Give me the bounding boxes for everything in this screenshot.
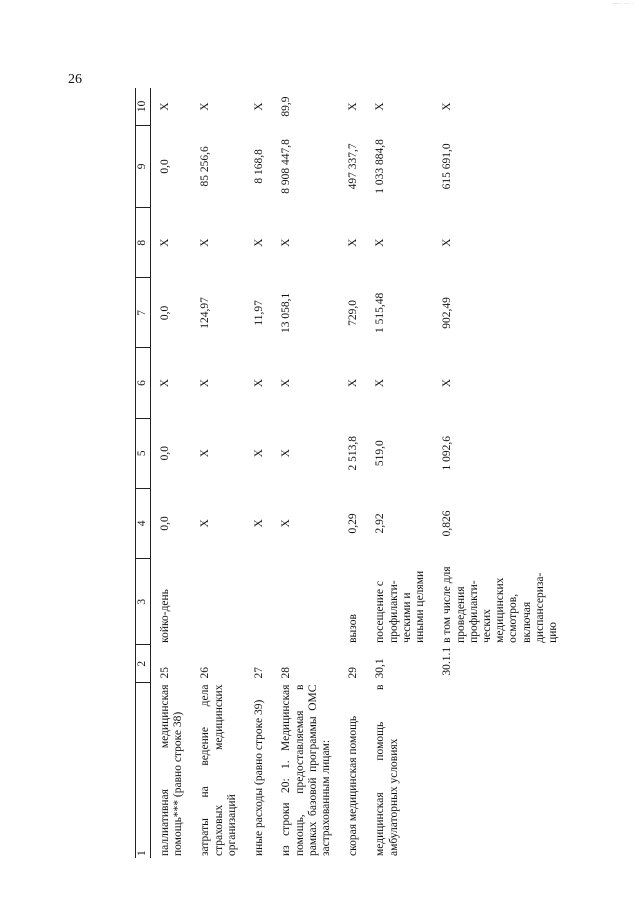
cell-col-8: Х xyxy=(441,238,454,247)
cell-col-5: Х xyxy=(253,449,266,458)
cell-col-8: Х xyxy=(199,238,212,247)
row-code: 28 xyxy=(280,667,293,679)
row-label: паллиативная медицинская помощь*** (равно строке 38) xyxy=(159,684,185,856)
table-row xyxy=(360,88,427,858)
header-col-9: 9 xyxy=(136,125,151,207)
row-unit: койко-день xyxy=(159,589,171,643)
header-col-10: 10 xyxy=(136,88,151,125)
row-code: 30.1.1 xyxy=(441,646,454,676)
header-col-6: 6 xyxy=(136,348,151,418)
table-row xyxy=(239,88,266,858)
page-number: 26 xyxy=(68,72,82,87)
cell-col-7: 1 515,48 xyxy=(374,292,387,333)
cell-col-4: 0,0 xyxy=(159,516,171,531)
cell-col-8: Х xyxy=(280,238,293,247)
cell-col-6: Х xyxy=(441,378,454,388)
cell-col-10: Х xyxy=(374,102,387,111)
row-unit: вызов xyxy=(347,614,360,643)
rotated-table-container xyxy=(135,88,635,858)
cell-col-5: 1 092,6 xyxy=(441,435,454,471)
cell-col-8: Х xyxy=(347,238,360,247)
cell-col-6: Х xyxy=(280,378,293,388)
header-col-2: 2 xyxy=(136,645,151,683)
cell-col-6: Х xyxy=(253,378,266,388)
header-row xyxy=(136,88,151,858)
row-code: 27 xyxy=(253,667,266,679)
cell-col-10: Х xyxy=(199,102,212,111)
table-row xyxy=(185,88,239,858)
cell-col-4: 2,92 xyxy=(374,513,387,534)
header-col-1: 1 xyxy=(136,683,151,858)
table-row xyxy=(427,88,560,858)
cell-col-5: 2 513,8 xyxy=(347,435,360,471)
cell-col-5: Х xyxy=(280,449,293,458)
header-col-7: 7 xyxy=(136,278,151,348)
cell-col-10: Х xyxy=(253,102,266,111)
cell-col-8: Х xyxy=(374,238,387,247)
row-unit xyxy=(185,558,239,644)
row-code: 25 xyxy=(159,667,171,679)
row-label: медицинская помощь в амбулаторных условиях xyxy=(374,684,400,856)
cell-col-9: 8 908 447,8 xyxy=(280,139,293,194)
cell-col-10: 89,9 xyxy=(280,96,293,117)
corner-mark: — ·· ···· · xyxy=(612,2,633,7)
cell-col-9: 497 337,7 xyxy=(347,143,360,190)
row-code: 30,1 xyxy=(374,658,387,679)
header-col-3: 3 xyxy=(136,558,151,644)
cell-col-4: Х xyxy=(280,519,293,528)
row-label: из строки 20: 1. Медицинская помощь, предоставляемая в рамках базовой программы ОМС застрахованным лицам: xyxy=(280,684,332,856)
header-col-5: 5 xyxy=(136,418,151,488)
cell-col-7: 902,49 xyxy=(441,297,454,329)
cell-col-8: Х xyxy=(253,238,266,247)
cell-col-9: 615 691,0 xyxy=(441,143,454,190)
cell-col-10: Х xyxy=(159,102,171,111)
header-col-8: 8 xyxy=(136,208,151,278)
cell-col-5: 519,0 xyxy=(374,440,387,467)
cell-col-10: Х xyxy=(347,102,360,111)
cell-col-4: Х xyxy=(199,519,212,528)
cell-col-6: Х xyxy=(199,378,212,388)
cell-col-7: 11,97 xyxy=(253,300,266,326)
cell-col-7: 124,97 xyxy=(199,297,212,329)
cell-col-4: 0,29 xyxy=(347,513,360,534)
cell-col-10: Х xyxy=(441,102,454,111)
cell-col-9: 8 168,8 xyxy=(253,149,266,184)
header-col-4: 4 xyxy=(136,488,151,558)
cell-col-9: 85 256,6 xyxy=(199,146,212,187)
cell-col-6: Х xyxy=(159,378,171,388)
row-label xyxy=(427,683,560,858)
row-unit xyxy=(239,558,266,644)
cell-col-4: Х xyxy=(253,519,266,528)
row-unit: в том числе для проведения профилакти-ческих медицинских осмотров, включая диспансериза-цию xyxy=(441,566,560,643)
row-label: иные расходы (равно строке 39) xyxy=(253,699,266,856)
cell-col-4: 0,826 xyxy=(441,510,454,537)
row-code: 29 xyxy=(347,667,360,679)
cell-col-9: 1 033 884,8 xyxy=(374,139,387,194)
row-unit xyxy=(266,558,333,644)
data-table xyxy=(135,88,560,858)
row-code: 26 xyxy=(199,667,212,679)
cell-col-7: 729,0 xyxy=(347,299,360,326)
cell-col-8: Х xyxy=(159,238,171,247)
table-row xyxy=(151,88,186,858)
cell-col-5: 0,0 xyxy=(159,446,171,461)
cell-col-7: 0,0 xyxy=(159,305,171,321)
row-unit: посещение с профилакти-ческими и иными целями xyxy=(374,570,427,643)
row-label: скорая медицинская помощь xyxy=(347,715,360,856)
cell-col-6: Х xyxy=(374,378,387,388)
cell-col-9: 0,0 xyxy=(159,159,171,174)
table-row xyxy=(333,88,360,858)
cell-col-5: Х xyxy=(199,449,212,458)
cell-col-7: 13 058,1 xyxy=(280,292,293,333)
table-row xyxy=(266,88,333,858)
cell-col-6: Х xyxy=(347,378,360,388)
row-label: затраты на ведение дела страховых медицинских организаций xyxy=(199,684,238,856)
